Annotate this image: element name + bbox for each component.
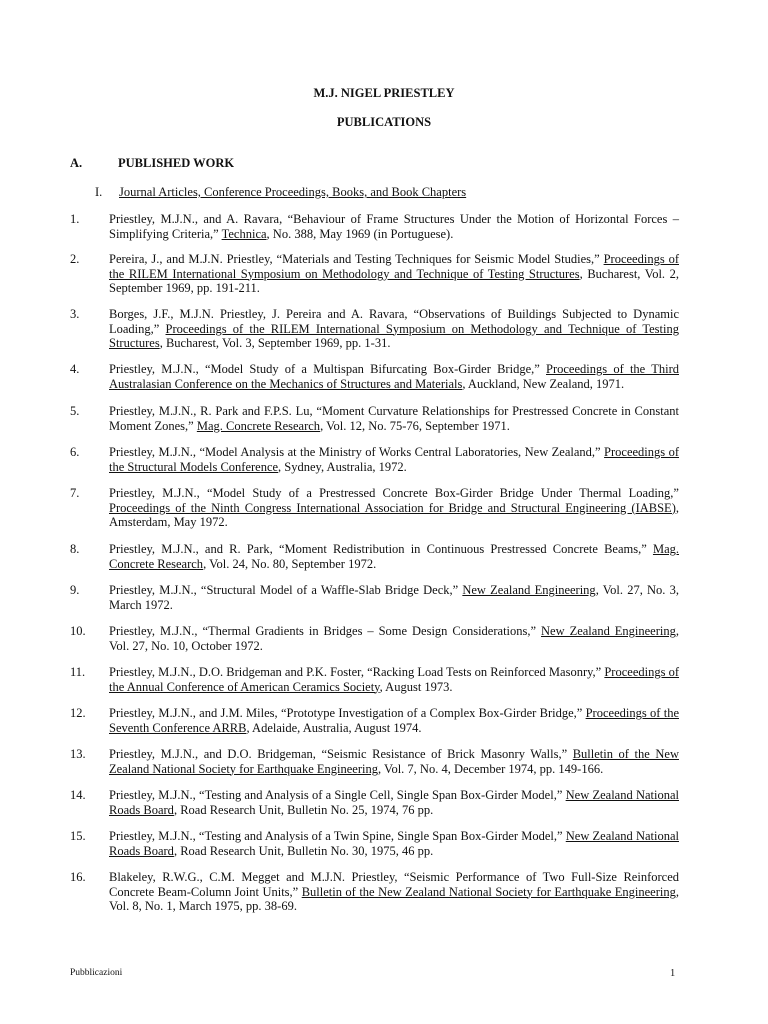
reference-authors-title: Pereira, J., and M.J.N. Priestley, “Materials and Testing Techniques for Seismic Model Studies,” xyxy=(109,252,604,266)
reference-text xyxy=(109,542,679,571)
reference-text xyxy=(109,870,679,914)
reference-number: 4. xyxy=(70,362,80,376)
reference-details: , Vol. 7, No. 4, December 1974, pp. 149-166. xyxy=(378,761,604,776)
reference-authors-title: Borges, J.F., M.J.N. Priestley, J. Pereira and A. Ravara, “Observations of Buildings Subjected to Dynamic Loading,” xyxy=(109,307,679,336)
reference-number: 10. xyxy=(70,624,86,638)
reference-number: 2. xyxy=(70,252,80,266)
reference-number: 13. xyxy=(70,747,86,761)
reference-source: New Zealand National Roads Board xyxy=(109,829,679,858)
reference-authors-title: Priestley, M.J.N., D.O. Bridgeman and P.K. Foster, “Racking Load Tests on Reinforced Masonry,” xyxy=(109,665,605,679)
reference-text xyxy=(109,404,679,433)
reference-source: Bulletin of the New Zealand National Society for Earthquake Engineering xyxy=(301,884,676,899)
reference-number: 6. xyxy=(70,445,80,459)
reference-source: Bulletin of the New Zealand National Society for Earthquake Engineering xyxy=(109,747,679,776)
reference-authors-title: Priestley, M.J.N., and A. Ravara, “Behaviour of Frame Structures Under the Motion of Horizontal Forces – Simplifying Criteria,” xyxy=(109,212,679,241)
reference-number: 11. xyxy=(70,665,86,679)
reference-source: Mag. Concrete Research xyxy=(109,542,679,571)
section-letter: A. xyxy=(70,156,83,170)
reference-number: 16. xyxy=(70,870,86,884)
reference-source: Mag. Concrete Research xyxy=(196,418,321,433)
reference-source: Technica xyxy=(221,226,267,241)
reference-details: , Adelaide, Australia, August 1974. xyxy=(246,720,422,735)
reference-details: , Vol. 8, No. 1, March 1975, pp. 38-69. xyxy=(109,884,679,913)
reference-authors-title: Blakeley, R.W.G., C.M. Megget and M.J.N. Priestley, “Seismic Performance of Two Full-Size Reinforced Concrete Beam-Column Joint Units,” xyxy=(109,870,679,899)
reference-source: New Zealand National Roads Board xyxy=(109,788,679,817)
reference-details: , Vol. 27, No. 3, March 1972. xyxy=(109,583,679,612)
reference-number: 9. xyxy=(70,583,80,597)
subsection-title: Journal Articles, Conference Proceedings, Books, and Book Chapters xyxy=(119,185,467,199)
reference-source: Proceedings of the Seventh Conference ARRB xyxy=(109,706,679,735)
reference-text xyxy=(109,706,679,735)
reference-details: , Bucharest, Vol. 2, September 1969, pp. 191-211. xyxy=(109,266,679,295)
reference-details: , Bucharest, Vol. 3, September 1969, pp. 1-31. xyxy=(159,336,391,350)
reference-source: Proceedings of the RILEM International Symposium on Methodology and Technique of Testing Structures xyxy=(109,252,679,281)
reference-authors-title: Priestley, M.J.N., “Testing and Analysis of a Single Cell, Single Span Box-Girder Model,” xyxy=(109,788,566,802)
reference-number: 1. xyxy=(70,212,80,226)
reference-authors-title: Priestley, M.J.N., and R. Park, “Moment Redistribution in Continuous Prestressed Concrete Beams,” xyxy=(109,542,653,556)
reference-authors-title: Priestley, M.J.N., “Model Study of a Prestressed Concrete Box-Girder Bridge Under Thermal Loading,” xyxy=(109,486,679,500)
subsection-number: I. xyxy=(95,185,103,199)
reference-details: , Amsterdam, May 1972. xyxy=(109,500,679,529)
reference-number: 12. xyxy=(70,706,86,720)
reference-text xyxy=(109,362,679,391)
reference-text xyxy=(109,829,679,858)
reference-source: Proceedings of the Structural Models Conference xyxy=(109,445,679,474)
reference-authors-title: Priestley, M.J.N., “Model Study of a Multispan Bifurcating Box-Girder Bridge,” xyxy=(109,362,547,376)
page-title: PUBLICATIONS xyxy=(336,115,432,129)
reference-details: , Vol. 27, No. 10, October 1972. xyxy=(109,624,679,653)
reference-details: , Road Research Unit, Bulletin No. 30, 1975, 46 pp. xyxy=(173,843,434,858)
reference-details: , August 1973. xyxy=(379,679,453,694)
reference-authors-title: Priestley, M.J.N., and D.O. Bridgeman, “Seismic Resistance of Brick Masonry Walls,” xyxy=(109,747,573,761)
reference-text xyxy=(109,624,679,653)
reference-text xyxy=(109,583,679,612)
reference-source: Proceedings of the Ninth Congress International Association for Bridge and Structural Engineering (IABSE) xyxy=(109,500,676,515)
reference-authors-title: Priestley, M.J.N., “Thermal Gradients in Bridges – Some Design Considerations,” xyxy=(109,624,542,638)
reference-text xyxy=(109,665,679,694)
reference-authors-title: Priestley, M.J.N., and J.M. Miles, “Prototype Investigation of a Complex Box-Girder Bridge,” xyxy=(109,706,586,720)
reference-details: , Road Research Unit, Bulletin No. 25, 1974, 76 pp. xyxy=(173,802,434,817)
reference-number: 14. xyxy=(70,788,86,802)
reference-authors-title: Priestley, M.J.N., “Structural Model of a Waffle-Slab Bridge Deck,” xyxy=(109,583,463,597)
author-heading: M.J. NIGEL PRIESTLEY xyxy=(313,86,455,100)
reference-text xyxy=(109,445,679,474)
reference-details: , No. 388, May 1969 (in Portuguese). xyxy=(266,226,454,241)
reference-number: 3. xyxy=(70,307,80,321)
reference-number: 7. xyxy=(70,486,80,500)
reference-text xyxy=(109,788,679,817)
reference-authors-title: Priestley, M.J.N., “Testing and Analysis of a Twin Spine, Single Span Box-Girder Model,” xyxy=(109,829,566,843)
reference-text xyxy=(109,212,679,241)
reference-source: Proceedings of the RILEM International Symposium on Methodology and Technique of Testing Structures xyxy=(109,321,679,350)
page-number: 1 xyxy=(670,968,676,979)
reference-source: Proceedings of the Third Australasian Conference on the Mechanics of Structures and Materials xyxy=(109,362,679,391)
reference-text xyxy=(109,252,679,296)
reference-details: , Vol. 24, No. 80, September 1972. xyxy=(203,556,377,571)
reference-number: 8. xyxy=(70,542,80,556)
reference-details: , Sydney, Australia, 1972. xyxy=(278,459,407,474)
footer-label: Pubblicazioni xyxy=(70,968,123,978)
reference-source: New Zealand Engineering xyxy=(462,583,596,597)
reference-details: , Vol. 12, No. 75-76, September 1971. xyxy=(320,418,510,433)
reference-text xyxy=(109,307,679,351)
reference-number: 15. xyxy=(70,829,86,843)
reference-source: Proceedings of the Annual Conference of American Ceramics Society xyxy=(109,665,679,694)
reference-details: , Auckland, New Zealand, 1971. xyxy=(462,376,625,391)
reference-text xyxy=(109,486,679,530)
section-title: PUBLISHED WORK xyxy=(118,156,235,170)
reference-text xyxy=(109,747,679,776)
reference-authors-title: Priestley, M.J.N., R. Park and F.P.S. Lu, “Moment Curvature Relationships for Prestressed Concrete in Constant Moment Zones,” xyxy=(109,404,679,433)
reference-source: New Zealand Engineering xyxy=(541,624,676,638)
reference-authors-title: Priestley, M.J.N., “Model Analysis at the Ministry of Works Central Laboratories, New Zealand,” xyxy=(109,445,605,459)
reference-number: 5. xyxy=(70,404,80,418)
